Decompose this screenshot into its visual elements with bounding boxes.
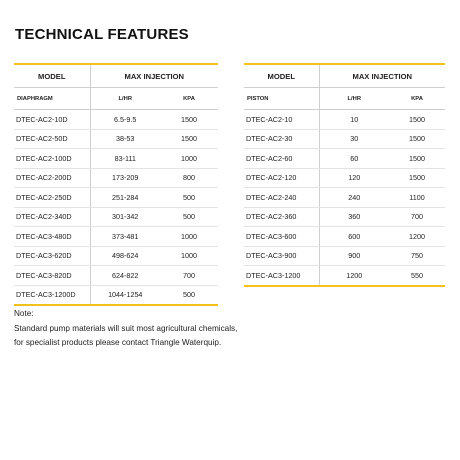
- lhr-cell: 30: [319, 129, 389, 149]
- subheader-diaphragm: DIAPHRAGM: [14, 88, 90, 110]
- lhr-cell: 251-284: [90, 188, 160, 208]
- lhr-cell: 301-342: [90, 207, 160, 227]
- model-cell: DTEC-AC3-600: [244, 227, 319, 247]
- subheader-piston: PISTON: [244, 88, 319, 110]
- column-header-model: MODEL: [14, 64, 90, 88]
- table-row: [14, 227, 218, 247]
- lhr-cell: 498-624: [90, 246, 160, 266]
- table-row: [244, 188, 445, 208]
- subheader-kpa: KPA: [160, 88, 218, 110]
- model-cell: DTEC-AC2-250D: [14, 188, 90, 208]
- kpa-cell: 800: [160, 168, 218, 188]
- column-header-max-injection: MAX INJECTION: [319, 64, 445, 88]
- model-cell: DTEC-AC2-30: [244, 129, 319, 149]
- kpa-cell: 1000: [160, 149, 218, 169]
- model-cell: DTEC-AC2-60: [244, 149, 319, 169]
- table-row: [14, 266, 218, 286]
- lhr-cell: 83-111: [90, 149, 160, 169]
- note-line: Standard pump materials will suit most agricultural chemicals,: [14, 323, 238, 333]
- model-cell: DTEC-AC2-340D: [14, 207, 90, 227]
- table-row: [14, 110, 218, 130]
- column-header-model: MODEL: [244, 64, 319, 88]
- kpa-cell: 500: [160, 207, 218, 227]
- page-title: TECHNICAL FEATURES: [15, 26, 189, 43]
- model-cell: DTEC-AC2-120: [244, 168, 319, 188]
- lhr-cell: 373-481: [90, 227, 160, 247]
- lhr-cell: 10: [319, 110, 389, 130]
- lhr-cell: 120: [319, 168, 389, 188]
- kpa-cell: 1100: [389, 188, 445, 208]
- note-label: Note:: [14, 309, 34, 318]
- lhr-cell: 173-209: [90, 168, 160, 188]
- kpa-cell: 700: [160, 266, 218, 286]
- table-row: [14, 149, 218, 169]
- piston-table-body: [244, 110, 445, 286]
- table-row: [244, 246, 445, 266]
- table-row: [14, 285, 218, 305]
- lhr-cell: 60: [319, 149, 389, 169]
- piston-spec-table: [244, 63, 445, 287]
- lhr-cell: 624-822: [90, 266, 160, 286]
- diaphragm-table-body: [14, 110, 218, 306]
- table-row: [14, 207, 218, 227]
- table-row: [14, 246, 218, 266]
- model-cell: DTEC-AC2-10D: [14, 110, 90, 130]
- lhr-cell: 240: [319, 188, 389, 208]
- model-cell: DTEC-AC2-200D: [14, 168, 90, 188]
- model-cell: DTEC-AC2-100D: [14, 149, 90, 169]
- kpa-cell: 500: [160, 285, 218, 305]
- model-cell: DTEC-AC3-900: [244, 246, 319, 266]
- table-row: [244, 207, 445, 227]
- subheader-lhr: L/HR: [90, 88, 160, 110]
- model-cell: DTEC-AC3-620D: [14, 246, 90, 266]
- table-row: [244, 168, 445, 188]
- lhr-cell: 1200: [319, 266, 389, 286]
- lhr-cell: 600: [319, 227, 389, 247]
- lhr-cell: 900: [319, 246, 389, 266]
- kpa-cell: 750: [389, 246, 445, 266]
- kpa-cell: 1200: [389, 227, 445, 247]
- model-cell: DTEC-AC3-1200: [244, 266, 319, 286]
- subheader-lhr: L/HR: [319, 88, 389, 110]
- subheader-kpa: KPA: [389, 88, 445, 110]
- model-cell: DTEC-AC2-10: [244, 110, 319, 130]
- model-cell: DTEC-AC2-50D: [14, 129, 90, 149]
- lhr-cell: 6.5-9.5: [90, 110, 160, 130]
- kpa-cell: 700: [389, 207, 445, 227]
- model-cell: DTEC-AC3-1200D: [14, 285, 90, 305]
- table-row: [244, 110, 445, 130]
- kpa-cell: 1500: [160, 129, 218, 149]
- note-line: for specialist products please contact Triangle Waterquip.: [14, 338, 222, 347]
- model-cell: DTEC-AC2-240: [244, 188, 319, 208]
- kpa-cell: 1500: [389, 149, 445, 169]
- table-row: [244, 227, 445, 247]
- model-cell: DTEC-AC3-820D: [14, 266, 90, 286]
- diaphragm-spec-table: [14, 63, 218, 306]
- table-row: [14, 129, 218, 149]
- kpa-cell: 1000: [160, 227, 218, 247]
- kpa-cell: 1500: [389, 110, 445, 130]
- kpa-cell: 1500: [160, 110, 218, 130]
- table-row: [244, 266, 445, 286]
- table-row: [244, 129, 445, 149]
- lhr-cell: 1044-1254: [90, 285, 160, 305]
- kpa-cell: 1000: [160, 246, 218, 266]
- note-block: [14, 307, 237, 351]
- table-row: [244, 149, 445, 169]
- kpa-cell: 550: [389, 266, 445, 286]
- model-cell: DTEC-AC3-480D: [14, 227, 90, 247]
- lhr-cell: 38-53: [90, 129, 160, 149]
- column-header-max-injection: MAX INJECTION: [90, 64, 218, 88]
- kpa-cell: 1500: [389, 168, 445, 188]
- kpa-cell: 500: [160, 188, 218, 208]
- kpa-cell: 1500: [389, 129, 445, 149]
- table-row: [14, 168, 218, 188]
- model-cell: DTEC-AC2-360: [244, 207, 319, 227]
- lhr-cell: 360: [319, 207, 389, 227]
- table-row: [14, 188, 218, 208]
